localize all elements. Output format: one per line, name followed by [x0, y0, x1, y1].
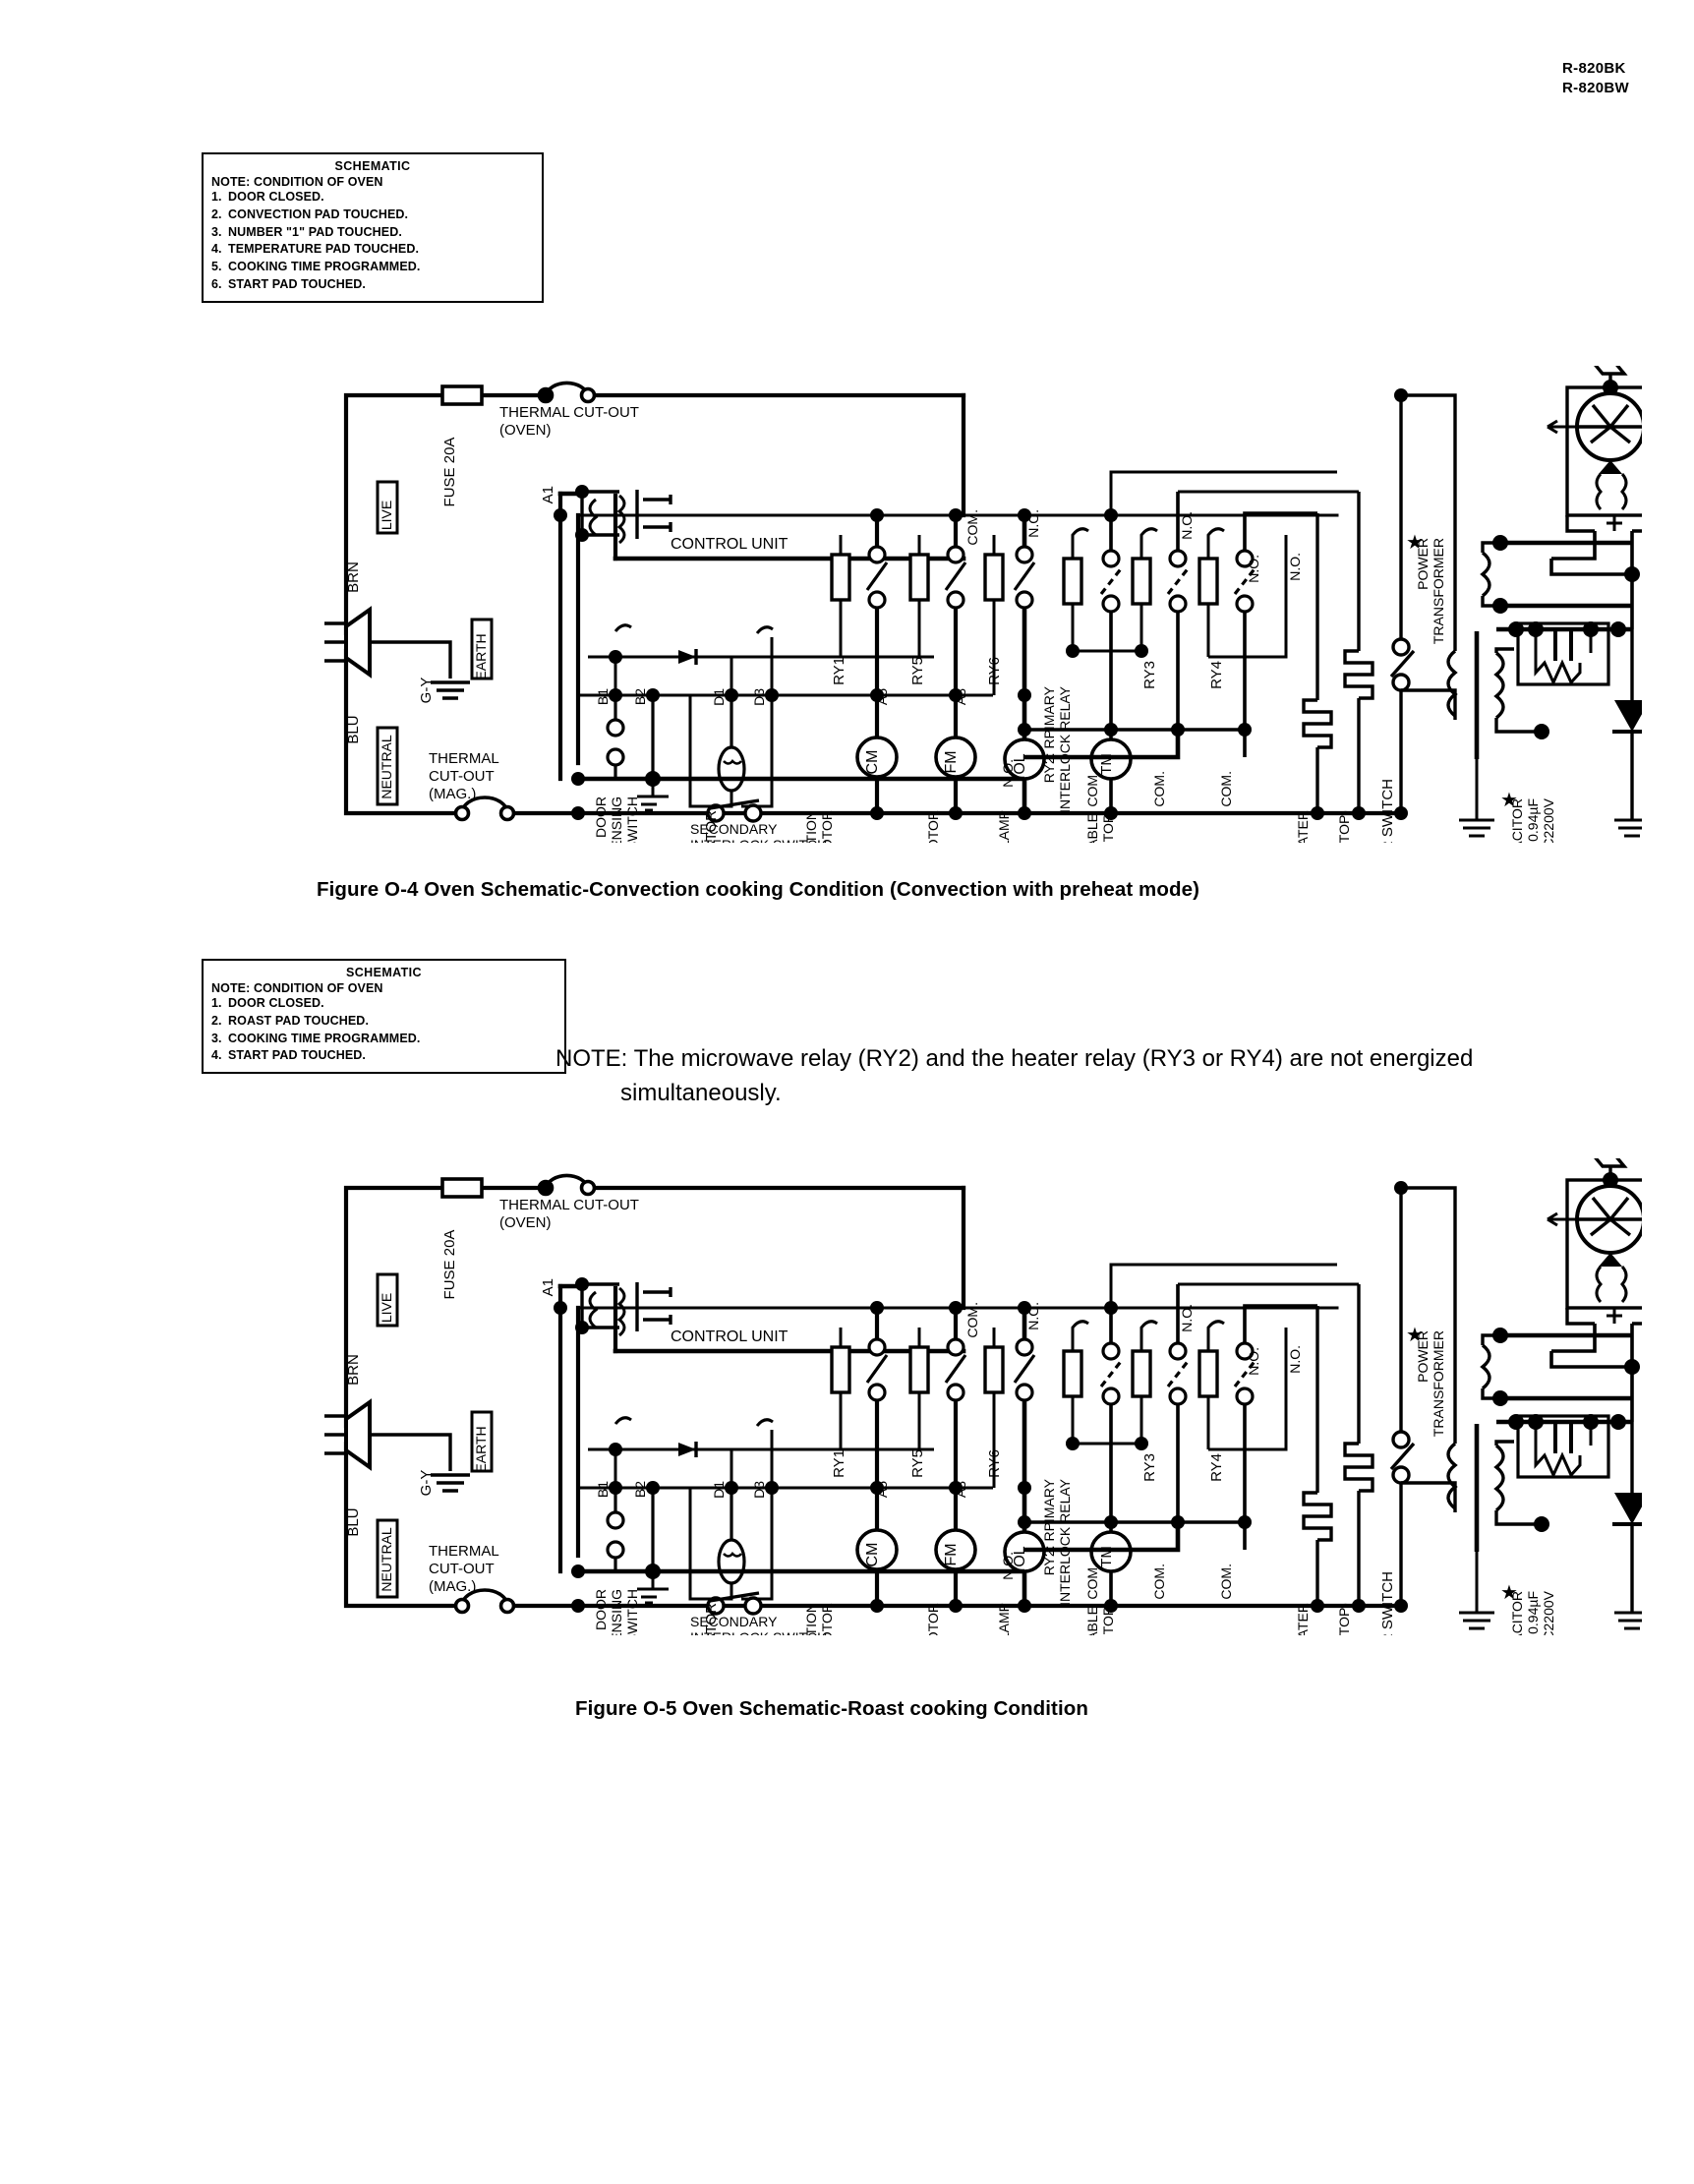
list-item-label: COOKING TIME PROGRAMMED.	[228, 260, 421, 273]
list-item-label: START PAD TOUCHED.	[228, 1048, 366, 1063]
model-number-block	[1562, 59, 1629, 99]
list-item-label: ROAST PAD TOUCHED.	[228, 1013, 370, 1028]
list-item-number: 4.	[211, 1048, 222, 1063]
list-item-number: 3.	[211, 1031, 222, 1045]
list-item-number: 1.	[211, 996, 222, 1010]
list-item-label: START PAD TOUCHED.	[228, 276, 366, 291]
oven-schematic-roast-diagram	[324, 1158, 1642, 1635]
schematic-note-box-roast	[202, 959, 566, 1074]
schematic-svg	[324, 1158, 1642, 1635]
list-item-label: CONVECTION PAD TOUCHED.	[228, 207, 409, 221]
list-item	[211, 224, 534, 242]
note-box-title: SCHEMATIC	[346, 966, 422, 979]
list-item	[211, 276, 534, 294]
list-item-label: COOKING TIME PROGRAMMED.	[228, 1031, 421, 1045]
list-item	[211, 207, 534, 224]
note-box-title: SCHEMATIC	[334, 159, 411, 173]
model-number-secondary: R-820BW	[1562, 80, 1629, 97]
list-item	[211, 1031, 556, 1048]
list-item-label: DOOR CLOSED.	[228, 996, 324, 1010]
list-item	[211, 259, 534, 276]
note-box-heading: NOTE: CONDITION OF OVEN	[211, 981, 383, 995]
list-item-number: 1.	[211, 190, 222, 204]
list-item-label: DOOR CLOSED.	[228, 190, 324, 204]
schematic-note-box-convection	[202, 152, 544, 303]
list-item	[211, 189, 534, 207]
note-box-list	[211, 995, 556, 1065]
list-item	[211, 995, 556, 1013]
note-box-heading: NOTE: CONDITION OF OVEN	[211, 175, 383, 189]
list-item-number: 5.	[211, 260, 222, 273]
oven-schematic-convection-diagram	[324, 366, 1642, 843]
list-item-number: 3.	[211, 224, 222, 239]
list-item	[211, 241, 534, 259]
list-item-number: 2.	[211, 1013, 222, 1028]
note-box-list	[211, 189, 534, 294]
list-item-label: NUMBER "1" PAD TOUCHED.	[228, 224, 402, 239]
schematic-svg	[324, 366, 1642, 843]
note-paragraph-line-2: simultaneously.	[620, 1079, 782, 1106]
figure-caption-o5: Figure O-5 Oven Schematic-Roast cooking Condition	[575, 1697, 1089, 1720]
note-paragraph-line-1: NOTE: The microwave relay (RY2) and the heater relay (RY3 or RY4) are not energized	[555, 1045, 1474, 1072]
list-item-label: TEMPERATURE PAD TOUCHED.	[228, 242, 420, 257]
list-item-number: 4.	[211, 242, 222, 257]
list-item-number: 2.	[211, 207, 222, 221]
figure-caption-o4: Figure O-4 Oven Schematic-Convection cooking Condition (Convection with preheat mode)	[317, 878, 1200, 901]
list-item	[211, 1047, 556, 1065]
model-number-primary: R-820BK	[1562, 60, 1626, 77]
list-item-number: 6.	[211, 276, 222, 291]
relay-energization-note	[555, 1042, 1627, 1111]
list-item	[211, 1013, 556, 1031]
